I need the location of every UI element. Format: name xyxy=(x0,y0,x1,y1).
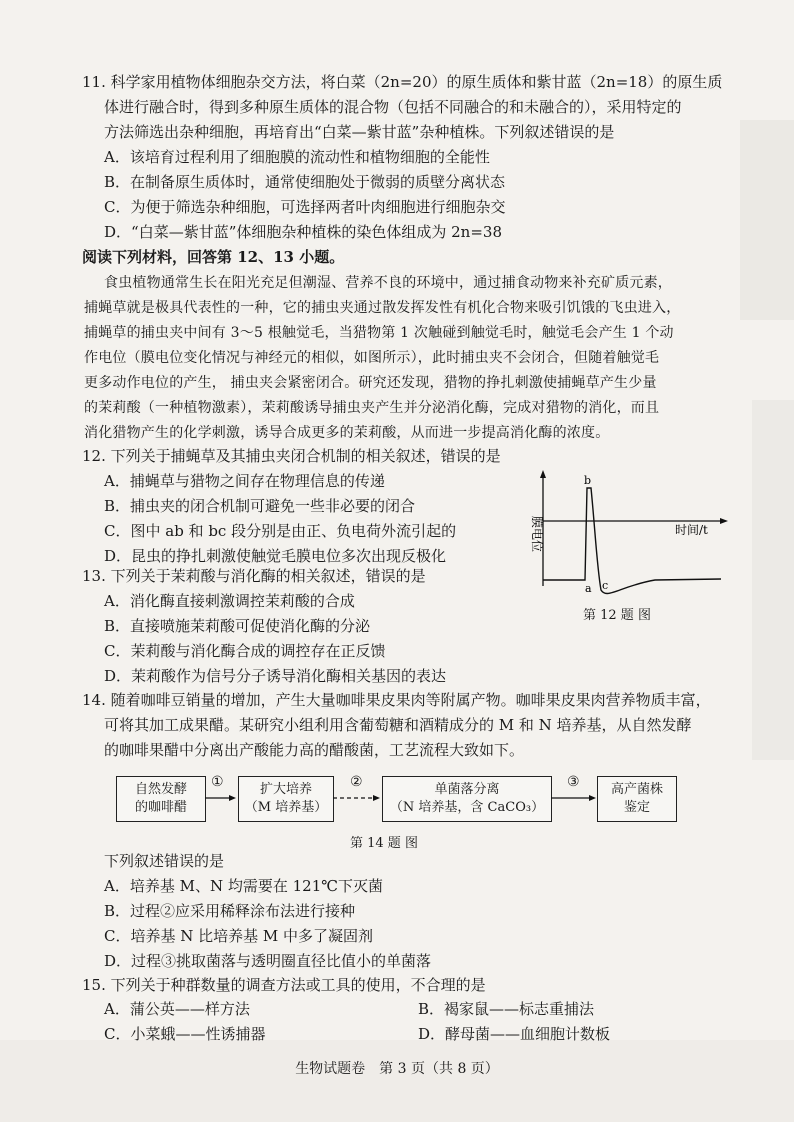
flow-box-source xyxy=(116,776,206,822)
q12-option-d: D．昆虫的挣扎刺激使触觉毛膜电位多次出现反极化 xyxy=(104,547,447,565)
q11-stem-line3: 方法筛选出杂种细胞，再培育出“白菜—紫甘蓝”杂种植株。下列叙述错误的是 xyxy=(104,123,615,141)
point-a-label: a xyxy=(585,582,592,595)
q13-option-b: B．直接喷施茉莉酸可促使消化酶的分泌 xyxy=(104,617,371,635)
flow-box-isolate-line2: （N 培养基，含 CaCO₃） xyxy=(389,800,545,815)
flow-box-source-line2: 的咖啡醋 xyxy=(134,800,187,815)
q15-option-a: A．蒲公英——样方法 xyxy=(104,1000,250,1018)
x-axis-arrow xyxy=(720,518,728,524)
figure-12-caption: 第 12 题 图 xyxy=(583,608,651,623)
scan-smear xyxy=(0,1040,794,1122)
membrane-potential-graph xyxy=(525,468,730,608)
q15-stem: 15. 下列关于种群数量的调查方法或工具的使用，不合理的是 xyxy=(82,976,486,994)
y-axis-label: 膜电位 xyxy=(530,516,544,553)
reading-title: 阅读下列材料，回答第 12、13 小题。 xyxy=(82,248,345,266)
scan-smear xyxy=(752,400,794,760)
passage-line: 的茉莉酸（一种植物激素），茉莉酸诱导捕虫夹产生并分泌消化酶，完成对猎物的消化，而且 xyxy=(84,400,660,416)
q14-stem-line2: 可将其加工成果醋。某研究小组利用含葡萄糖和酒精成分的 M 和 N 培养基，从自然发酵 xyxy=(104,716,692,734)
step-1-label: ① xyxy=(211,774,224,790)
q14-option-d: D．过程③挑取菌落与透明圈直径比值小的单菌落 xyxy=(104,952,432,970)
q11-option-b: B．在制备原生质体时，通常使细胞处于微弱的质壁分离状态 xyxy=(104,173,506,191)
q11-option-a: A．该培育过程利用了细胞膜的流动性和植物细胞的全能性 xyxy=(104,148,490,166)
passage-line: 更多动作电位的产生， 捕虫夹会紧密闭合。研究还发现，猎物的挣扎刺激使捕蝇草产生少量 xyxy=(84,375,657,391)
action-potential-curve xyxy=(543,488,721,594)
q14-lead: 下列叙述错误的是 xyxy=(104,852,225,870)
page-footer: 生物试题卷 第 3 页（共 8 页） xyxy=(295,1061,499,1077)
q12-option-c: C．图中 ab 和 bc 段分别是由正、负电荷外流引起的 xyxy=(104,522,457,540)
flow-box-identify-line1: 高产菌株 xyxy=(610,782,663,797)
q14-option-b: B．过程②应采用稀释涂布法进行接种 xyxy=(104,902,356,920)
q11-stem-line2: 体进行融合时，得到多种原生质体的混合物（包括不同融合的和未融合的），采用特定的 xyxy=(104,98,682,116)
flow-box-isolate-line1: 单菌落分离 xyxy=(434,782,500,797)
x-axis-label: 时间/t xyxy=(675,523,708,537)
flow-arrow-3 xyxy=(551,790,597,806)
q13-option-d: D．茉莉酸作为信号分子诱导消化酶相关基因的表达 xyxy=(104,667,447,685)
step-3-label: ③ xyxy=(567,774,580,790)
scan-smear xyxy=(740,120,794,320)
flow-arrow-2 xyxy=(333,790,381,806)
passage-line: 食虫植物通常生长在阳光充足但潮湿、营养不良的环境中，通过捕食动物来补充矿质元素， xyxy=(104,275,672,291)
q12-stem: 12. 下列关于捕蝇草及其捕虫夹闭合机制的相关叙述，错误的是 xyxy=(82,447,501,465)
step-2-label: ② xyxy=(350,774,363,790)
flow-box-expand xyxy=(238,776,334,822)
q12-option-b: B．捕虫夹的闭合机制可避免一些非必要的闭合 xyxy=(104,497,416,515)
passage-line: 消化猎物产生的化学刺激，诱导合成更多的茉莉酸，从而进一步提高消化酶的浓度。 xyxy=(84,425,610,441)
point-c-label: c xyxy=(602,579,609,592)
flow-box-isolate xyxy=(382,776,552,822)
flow-box-expand-line1: 扩大培养 xyxy=(259,782,312,797)
passage-line: 捕蝇草就是极具代表性的一种，它的捕虫夹通过散发挥发性有机化合物来吸引饥饿的飞虫进入， xyxy=(84,300,681,316)
q11-option-d: D．“白菜—紫甘蓝”体细胞杂种植株的染色体组成为 2n=38 xyxy=(104,223,502,241)
q15-option-d: D．酵母菌——血细胞计数板 xyxy=(418,1025,611,1043)
q11-stem-line1: 11. 科学家用植物体细胞杂交方法，将白菜（2n=20）的原生质体和紫甘蓝（2n=18）的原生质 xyxy=(82,73,723,91)
q13-option-a: A．消化酶直接刺激调控茉莉酸的合成 xyxy=(104,592,355,610)
q13-stem: 13. 下列关于茉莉酸与消化酶的相关叙述，错误的是 xyxy=(82,567,426,585)
q12-option-a: A．捕蝇草与猎物之间存在物理信息的传递 xyxy=(104,472,385,490)
q11-option-c: C．为便于筛选杂种细胞，可选择两者叶肉细胞进行细胞杂交 xyxy=(104,198,506,216)
passage-line: 捕蝇草的捕虫夹中间有 3～5 根触觉毛，当猎物第 1 次触碰到触觉毛时，触觉毛会产生 1 个动 xyxy=(84,325,674,341)
flow-box-expand-line2: （M 培养基） xyxy=(244,800,328,815)
flow-box-identify xyxy=(597,776,677,822)
q15-option-c: C．小菜蛾——性诱捕器 xyxy=(104,1025,266,1043)
q14-option-a: A．培养基 M、N 均需要在 121℃下灭菌 xyxy=(104,877,384,895)
point-b-label: b xyxy=(584,474,592,487)
q14-stem-line1: 14. 随着咖啡豆销量的增加，产生大量咖啡果皮果肉等附属产物。咖啡果皮果肉营养物质丰富， xyxy=(82,691,711,709)
flow-box-source-line1: 自然发酵 xyxy=(134,782,187,797)
flow-arrow-1 xyxy=(205,790,237,806)
flow-box-identify-line2: 鉴定 xyxy=(623,800,650,815)
q14-option-c: C．培养基 N 比培养基 M 中多了凝固剂 xyxy=(104,927,374,945)
passage-line: 作电位（膜电位变化情况与神经元的相似，如图所示），此时捕虫夹不会闭合，但随着触觉毛 xyxy=(84,350,660,366)
q13-option-c: C．茉莉酸与消化酶合成的调控存在正反馈 xyxy=(104,642,386,660)
y-axis-arrow xyxy=(540,470,546,478)
q15-option-b: B．褐家鼠——标志重捕法 xyxy=(418,1000,595,1018)
figure-14-caption: 第 14 题 图 xyxy=(350,836,418,851)
q14-stem-line3: 的咖啡果醋中分离出产酸能力高的醋酸菌，工艺流程大致如下。 xyxy=(104,741,525,759)
